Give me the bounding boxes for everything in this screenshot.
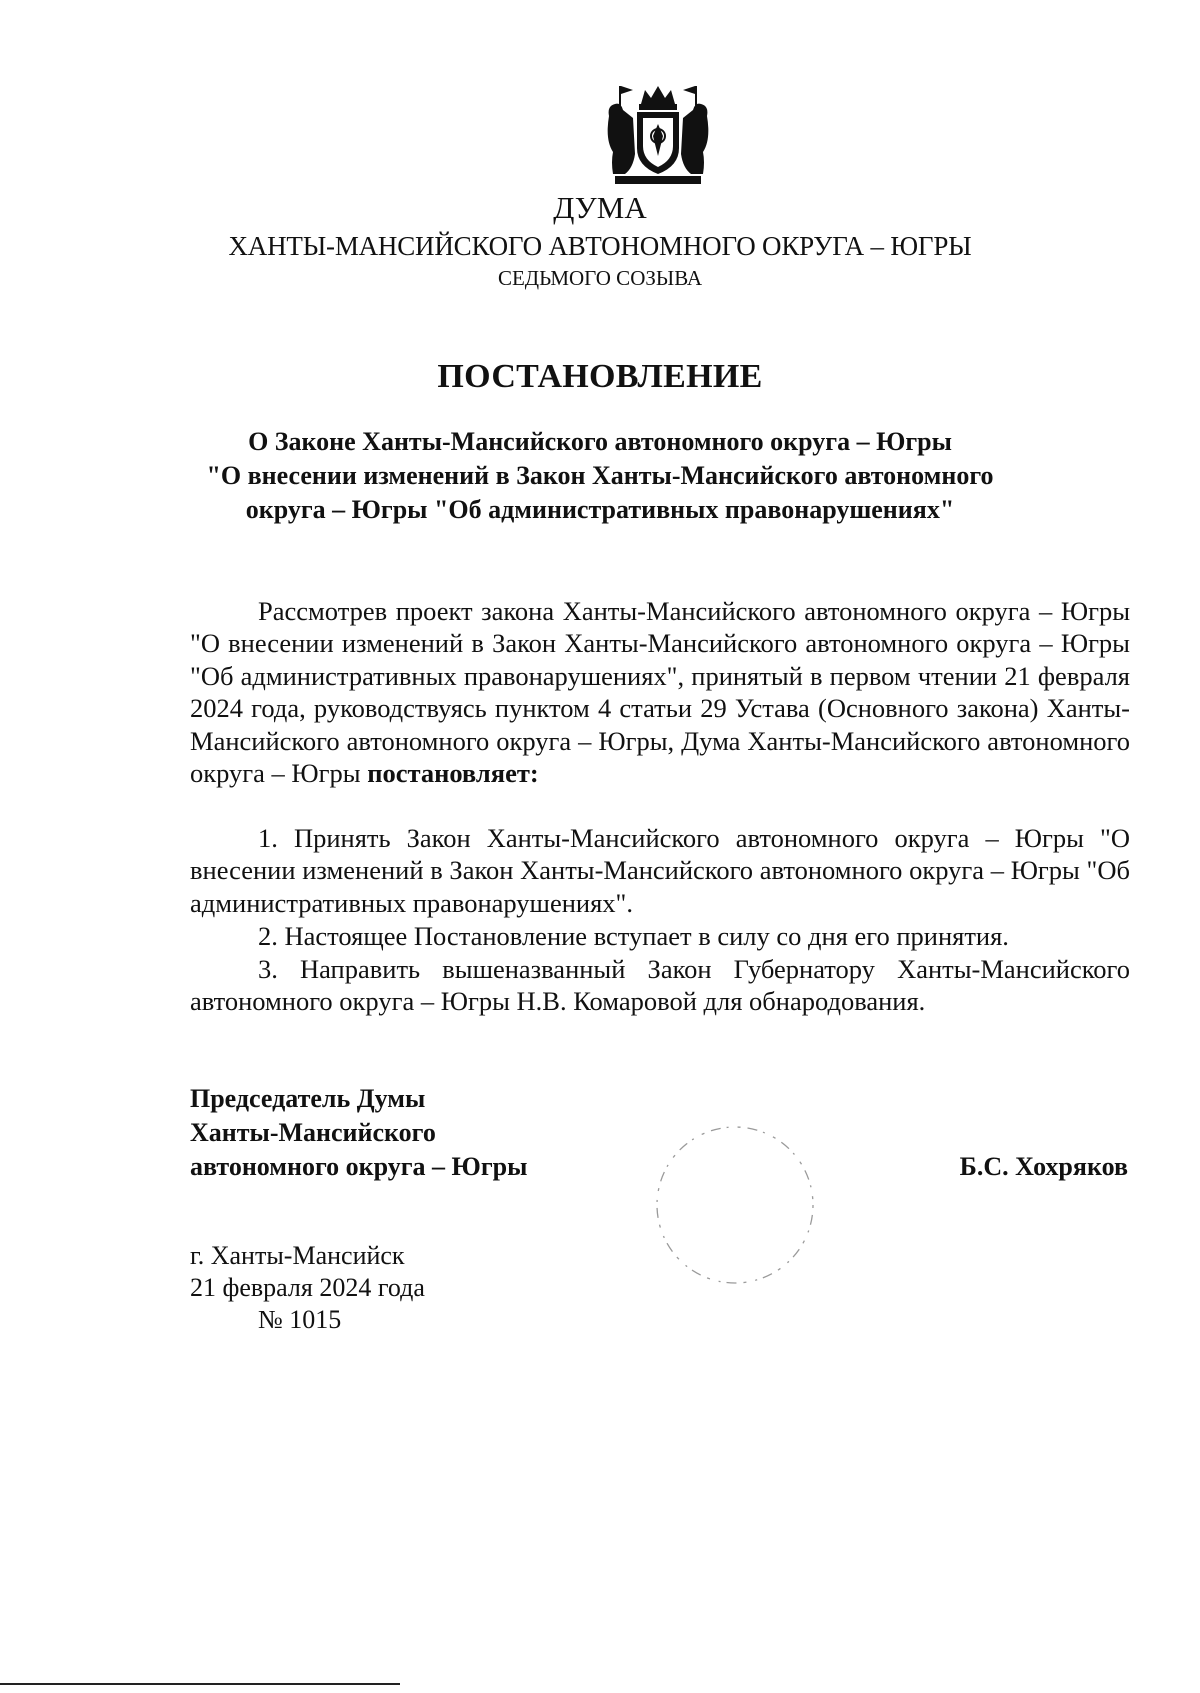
document-type: ПОСТАНОВЛЕНИЕ bbox=[437, 358, 763, 395]
item-text: 3. Направить вышеназванный Закон Губернатору Ханты-Мансийского автономного округа – Югры Н.В. Комаровой для обнародования. bbox=[190, 954, 1130, 1017]
signer-title-line: автономного округа – Югры bbox=[190, 1152, 528, 1181]
signer-title-line: Ханты-Мансийского bbox=[190, 1118, 436, 1147]
signer-title bbox=[190, 1082, 527, 1184]
item-text: 1. Принять Закон Ханты-Мансийского автономного округа – Югры "О внесении изменений в Закон Ханты-Мансийского автономного округа – Югры "Об административных правонарушениях". bbox=[190, 823, 1130, 918]
subject-line: О Законе Ханты-Мансийского автономного округа – Югры bbox=[248, 427, 952, 456]
intro-paragraph bbox=[190, 595, 1130, 789]
subject-line: округа – Югры "Об административных правонарушениях" bbox=[245, 495, 955, 524]
city: г. Ханты-Мансийск bbox=[190, 1241, 405, 1270]
signer-name: Б.С. Хохряков bbox=[959, 1152, 1128, 1181]
date: 21 февраля 2024 года bbox=[190, 1273, 425, 1302]
document-number: № 1015 bbox=[258, 1305, 342, 1334]
intro-text: Рассмотрев проект закона Ханты-Мансийского автономного округа – Югры "О внесении изменений в Закон Ханты-Мансийского автономного округа – Югры "Об административных правонарушениях", принятый в первом чтении 21 февраля 2024 года, руководствуясь пунктом 4 статьи 29 Устава (Основного закона) Ханты-Мансийского автономного округа – Югры, Дума Ханты-Мансийского автономного округа – Югры bbox=[190, 596, 1130, 789]
document-subject bbox=[0, 425, 1200, 527]
coat-of-arms-icon bbox=[603, 82, 713, 190]
item-3 bbox=[190, 953, 1130, 1018]
subject-line: "О внесении изменений в Закон Ханты-Мансийского автономного bbox=[206, 461, 994, 490]
resolution-verb: постановляет: bbox=[367, 758, 539, 789]
region-name: ХАНТЫ-МАНСИЙСКОГО АВТОНОМНОГО ОКРУГА – ЮГРЫ bbox=[228, 231, 972, 261]
place-date-number bbox=[190, 1240, 425, 1336]
item-2 bbox=[190, 920, 1130, 952]
item-text: 2. Настоящее Постановление вступает в силу со дня его принятия. bbox=[258, 921, 1009, 951]
footer-divider bbox=[0, 1683, 400, 1685]
stamp-icon bbox=[640, 1110, 830, 1300]
item-1 bbox=[190, 822, 1130, 919]
signer-title-line: Председатель Думы bbox=[190, 1084, 426, 1113]
convocation: СЕДЬМОГО СОЗЫВА bbox=[497, 266, 703, 290]
org-name: ДУМА bbox=[553, 190, 647, 225]
